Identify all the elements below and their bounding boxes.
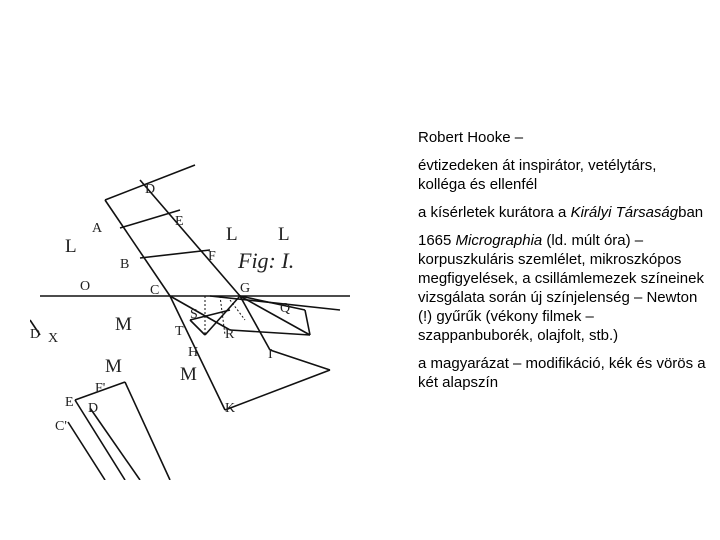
p3-post: (ld. múlt óra) – korpuszkuláris szemlélet, mikroszkópos megfigyelések, a csillámlemezek színeinek vizsgálata során új színjelenség – Newton (!) gyűrűk (vékony filmek – szappanbuborék, olajfolt, stb.) bbox=[418, 232, 704, 344]
heading: Robert Hooke – bbox=[418, 129, 524, 146]
refracted-bottom bbox=[225, 370, 330, 410]
label-H: H bbox=[188, 345, 199, 360]
label-D2: D bbox=[88, 401, 99, 416]
label-D: D bbox=[145, 182, 156, 197]
p2-pre: a kísérletek kurátora a bbox=[418, 204, 571, 221]
label-L1: L bbox=[65, 236, 77, 257]
beam-left-edge bbox=[105, 200, 170, 296]
label-C2: C' bbox=[55, 419, 67, 434]
label-L2: L bbox=[226, 224, 238, 245]
label-M2: M bbox=[105, 356, 122, 377]
wedge-right bbox=[125, 382, 170, 480]
label-M1: M bbox=[115, 314, 132, 335]
label-G: G bbox=[240, 281, 251, 296]
text-panel bbox=[418, 128, 708, 401]
label-D3: D bbox=[30, 327, 41, 342]
wedge-left bbox=[75, 400, 125, 480]
p3-em: Micrographia bbox=[455, 232, 543, 249]
label-R: R bbox=[225, 327, 235, 342]
label-L3: L bbox=[278, 224, 290, 245]
wedge-far bbox=[68, 422, 105, 480]
label-T: T bbox=[175, 324, 184, 339]
ray-3 bbox=[230, 330, 310, 335]
label-fig: Fig: I. bbox=[238, 248, 295, 273]
label-O: O bbox=[80, 279, 91, 294]
p2-em: Királyi Társaság bbox=[570, 204, 679, 221]
ray-4 bbox=[240, 296, 305, 310]
label-S: S bbox=[190, 307, 198, 322]
label-Q: Q bbox=[280, 301, 291, 316]
paragraph-4: a magyarázat – modifikáció, kék és vörös a két alapszín bbox=[418, 355, 706, 391]
label-A: A bbox=[92, 221, 103, 236]
label-I: I bbox=[268, 347, 273, 362]
paragraph-2 bbox=[418, 203, 708, 222]
p3-pre: 1665 bbox=[418, 232, 456, 249]
ray-5 bbox=[305, 310, 310, 335]
paragraph-3 bbox=[418, 231, 708, 345]
tri-2 bbox=[190, 320, 205, 335]
refracted-right bbox=[270, 350, 330, 370]
dashed-3 bbox=[230, 300, 245, 320]
label-F: F bbox=[208, 249, 216, 264]
label-X: X bbox=[48, 331, 59, 346]
p2-post: ban bbox=[678, 204, 704, 221]
label-B: B bbox=[120, 257, 130, 272]
beam-cross-1 bbox=[120, 210, 180, 228]
beam-right-edge bbox=[140, 180, 240, 296]
label-K: K bbox=[225, 401, 236, 416]
label-E2: E bbox=[65, 395, 74, 410]
beam-cross-2 bbox=[140, 250, 210, 258]
label-E: E bbox=[175, 214, 184, 229]
label-M3: M bbox=[180, 364, 197, 385]
label-C: C bbox=[150, 283, 160, 298]
paragraph-1: évtizedeken át inspirátor, vetélytárs, kolléga és ellenfél bbox=[418, 157, 657, 193]
label-Fp: F' bbox=[95, 381, 106, 396]
hooke-diagram bbox=[30, 160, 360, 480]
